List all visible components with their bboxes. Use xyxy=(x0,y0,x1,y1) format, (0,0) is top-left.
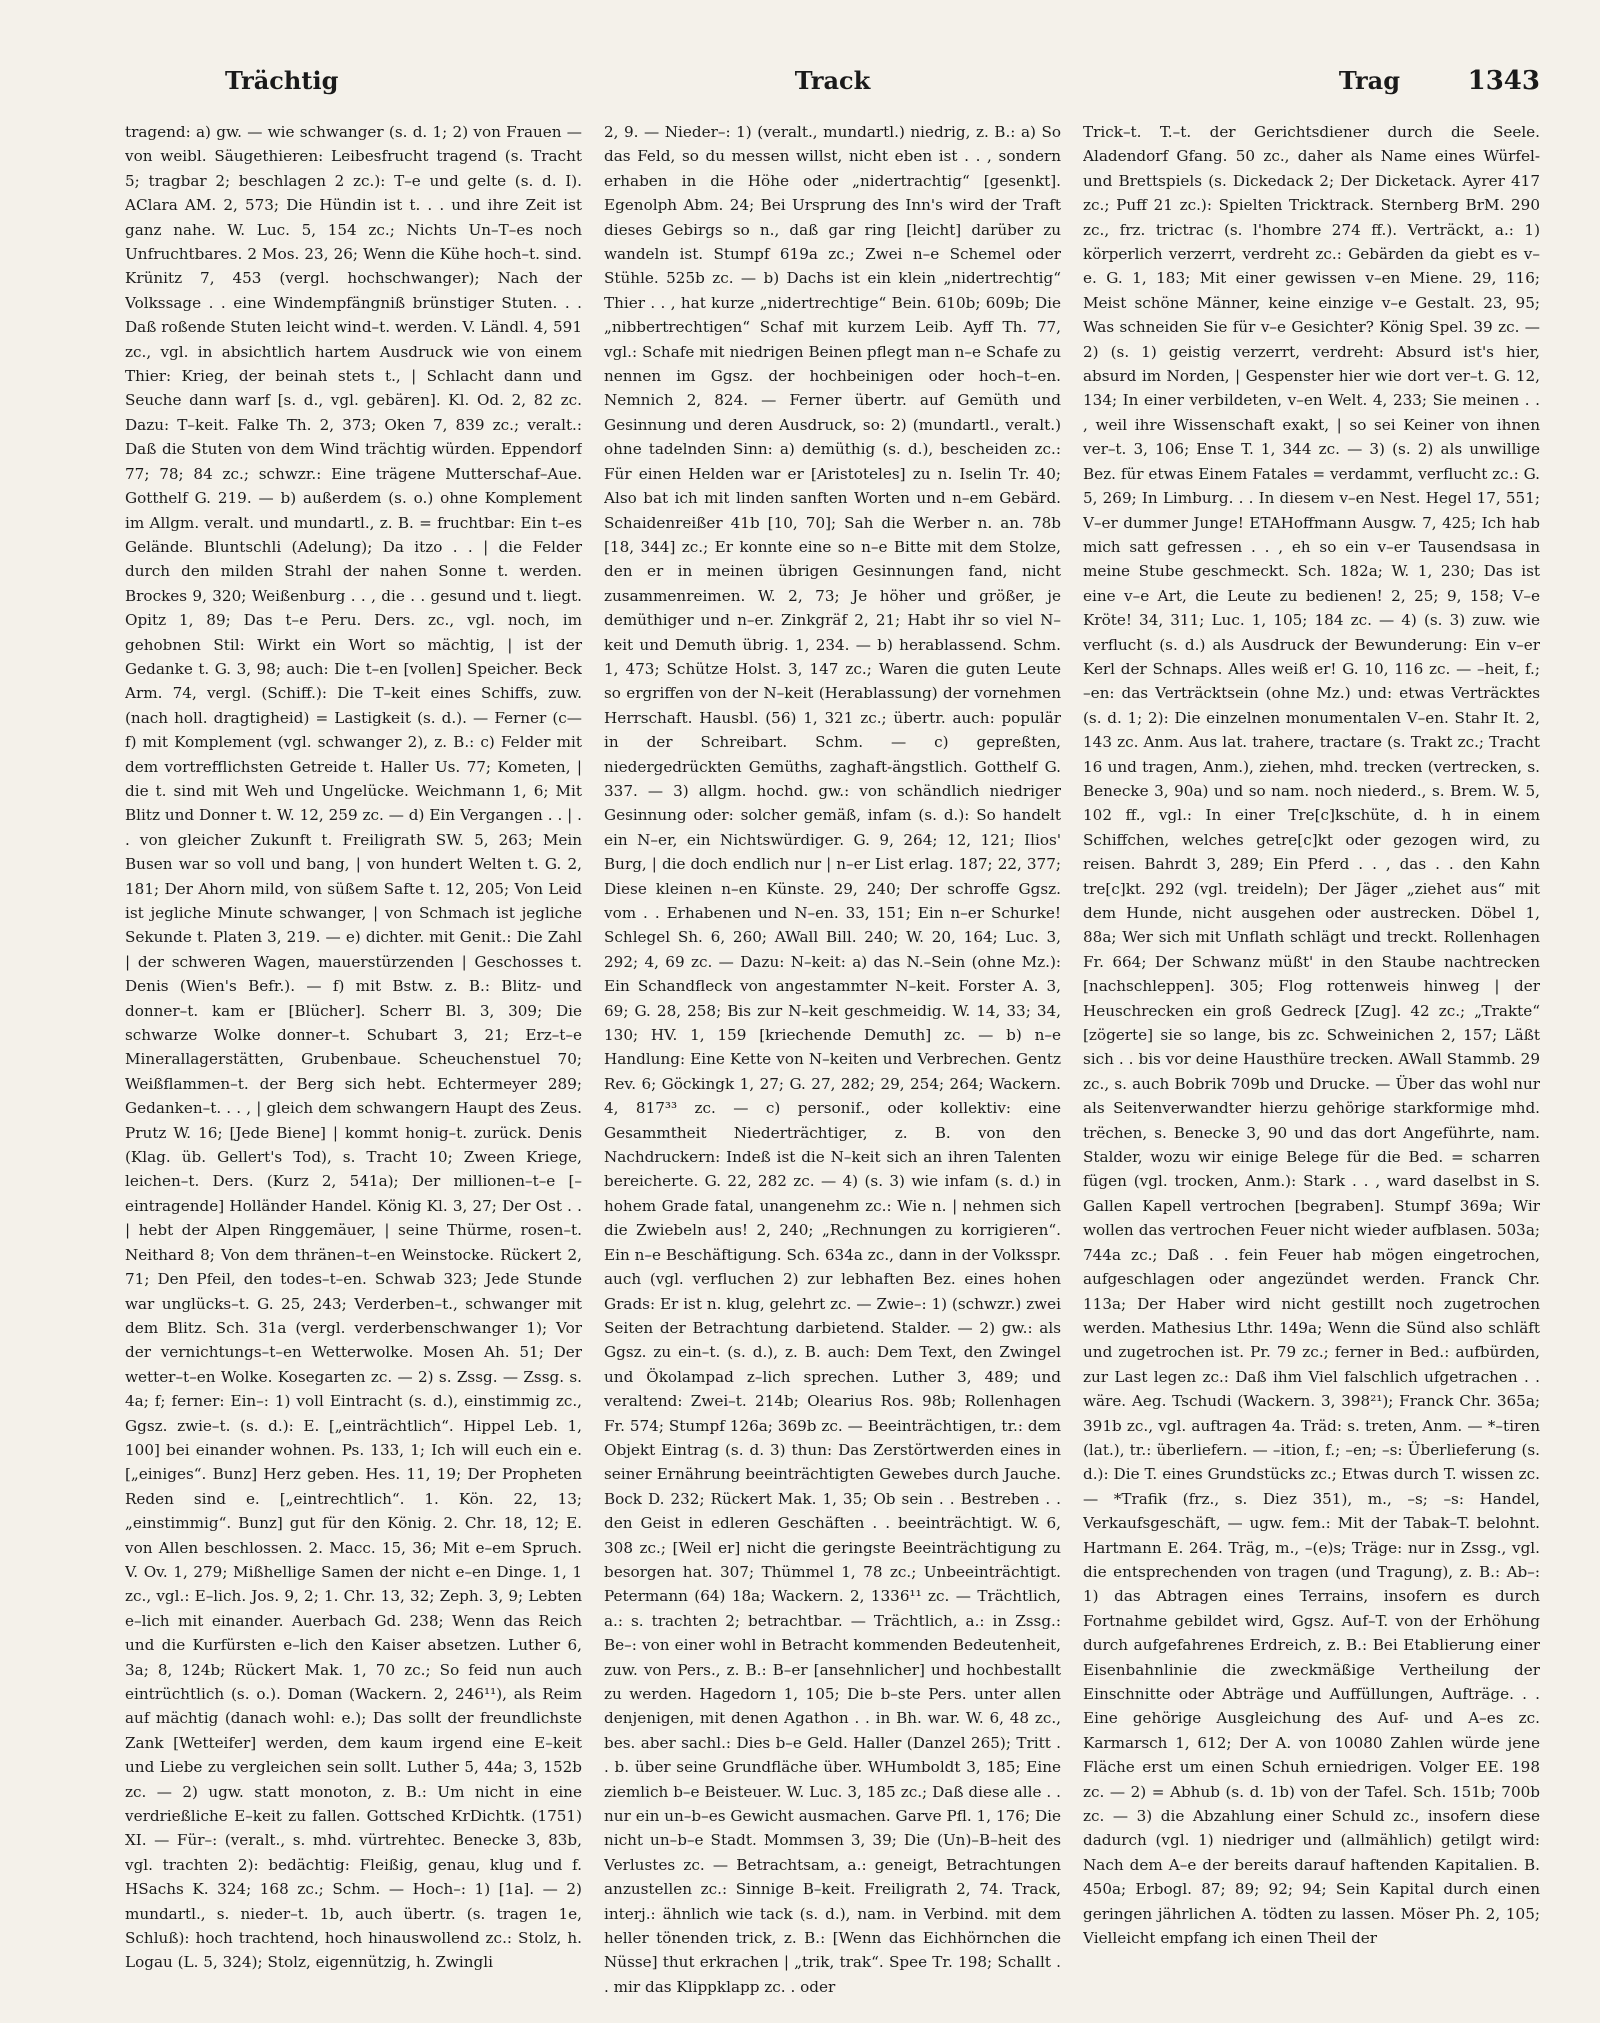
running-head-center: Track xyxy=(794,66,871,95)
column-right-text: Trick–t. T.–t. der Gerichtsdiener durch die Seele. Aladendorf Gfang. 50 zc., daher als Name eines Würfel- und Brettspiels (s. Dickedack 2; Der Dicketack. Ayrer 417 zc.; Puff 21 zc.): Spielten Tricktrack. Sternberg BrM. 290 zc., frz. trictrac (s. l'hombre 274 ff.). Verträckt, a.: 1) körperlich verzerrt, verdreht zc.: Gebärden da giebt es v–e. G. 1, 183; Mit einer gewissen v–en Miene. 29, 116; Meist schöne Männer, keine einzige v–e Gestalt. 23, 95; Was schneiden Sie für v–e Gesichter? König Spel. 39 zc. — 2) (s. 1) geistig verzerrt, verdreht: Absurd ist's hier, absurd im Norden, | Gespenster hier wie dort ver–t. G. 12, 134; In einer verbildeten, v–en Welt. 4, 233; Sie meinen . . , weil ihre Wissenschaft exakt, | so sei Keiner von ihnen ver–t. 3, 106; Ense T. 1, 344 zc. — 3) (s. 2) als unwillige Bez. für etwas Einem Fatales = verdammt, verflucht zc.: G. 5, 269; In Limburg. . . In diesem v–en Nest. Hegel 17, 551; V–er dummer Junge! ETAHoffmann Ausgw. 7, 425; Ich hab mich satt gefressen . . , eh so ein v–er Tausendsasa in meine Stube geschmeckt. Sch. 182a; W. 1, 230; Das ist eine v–e Art, die Leute zu bedienen! 2, 25; 9, 158; V–e Kröte! 34, 311; Luc. 1, 105; 184 zc. — 4) (s. 3) zuw. wie verflucht (s. d.) als Ausdruck der Bewunderung: Ein v–er Kerl der Schnaps. Alles weiß er! G. 10, 116 zc. — –heit, f.; –en: das Verträcktsein (ohne Mz.) und: etwas Verträcktes (s. d. 1; 2): Die einzelnen monumentalen V–en. Stahr It. 2, 143 zc. Anm. Aus lat. trahere, tractare (s. Trakt zc.; Tracht 16 und tragen, Anm.), ziehen, mhd. trecken (vertrecken, s. Benecke 3, 90a) und so nam. noch niederd., s. Brem. W. 5, 102 ff., vgl.: In einer Tre[c]kschüte, d. h in einem Schiffchen, welches getre[c]kt oder gezogen wird, zu reisen. Bahrdt 3, 289; Ein Pferd . . , das . . den Kahn tre[c]kt. 292 (vgl. treideln); Der Jäger „ziehet aus“ mit dem Hunde, nicht ausgehen oder austrecken. Döbel 1, 88a; Wer sich mit Unflath schlägt und treckt. Rollenhagen Fr. 664; Der Schwanz müßt' in den Staube nachtrecken [nachschleppen]. 305; Flog rottenweis hinweg | der Heuschrecken ein groß Gedreck [Zug]. 42 zc.; „Trakte“ [zögerte] sie so lange, bis zc. Schweinichen 2, 157; Läßt sich . . bis vor deine Hausthüre trecken. AWall Stammb. 29 zc., s. auch Bobrik 709b und Drucke. — Über das wohl nur als Seitenverwandter hierzu gehörige starkformige mhd. trëchen, s. Benecke 3, 90 und das dort Angeführte, nam. Stalder, wozu wir einige Belege für die Bed. = scharren fügen (vgl. trocken, Anm.): Stark . . , ward daselbst in S. Gallen Kapell vertrochen [begraben]. Stumpf 369a; Wir wollen das vertrochen Feuer nicht wieder aufblasen. 503a; 744a zc.; Daß . . fein Feuer hab mögen eingetrochen, aufgeschlagen oder angezündet werden. Franck Chr. 113a; Der Haber wird nicht gestillt noch zugetrochen werden. Mathesius Lthr. 149a; Wenn die Sünd also schläft und zugetrochen ist. Pr. 79 zc.; ferner in Bed.: aufbürden, zur Last legen zc.: Daß ihm Viel falschlich ufgetrachen . . wäre. Aeg. Tschudi (Wackern. 3, 398²¹); Franck Chr. 365a; 391b zc., vgl. auftragen 4a. Träd: s. treten, Anm. — *–tiren (lat.), tr.: überliefern. — –ition, f.; –en; –s: Überlieferung (s. d.): Die T. eines Grundstücks zc.; Etwas durch T. wissen zc. — *Trafik (frz., s. Diez 351), m., –s; –s: Handel, Verkaufsgeschäft, — ugw. fem.: Mit der Tabak–T. belohnt. Hartmann E. 264. Träg, m., –(e)s; Träge: nur in Zssg., vgl. die entsprechenden von tragen (und Tragung), z. B.: Ab–: 1) das Abtragen eines Terrains, insofern es durch Fortnahme gebildet wird, Ggsz. Auf–T. von der Erhöhung durch aufgefahrenes Erdreich, z. B.: Bei Etablierung einer Eisenbahnlinie die zweckmäßige Vertheilung der Einschnitte oder Abträge und Auffüllungen, Aufträge. . . Eine gehörige Ausgleichung des Auf- und A–es zc. Karmarsch 1, 612; Der A. von 10080 Zahlen würde jene Fläche erst um einen Schuh erniedrigen. Volger EE. 198 zc. — 2) = Abhub (s. d. 1b) von der Tafel. Sch. 151b; 700b zc. — 3) die Abzahlung einer Schuld zc., insofern diese dadurch (vgl. 1) niedriger und (allmählich) getilgt wird: Nach dem A–e der bereits darauf haftenden Kapitalien. B. 450a; Erbogl. 87; 89; 92; 94; Sein Kapital durch einen geringen jährlichen A. tödten zu lassen. Möser Ph. 2, 105; Vielleicht empfang ich einen Theil der xyxy=(1083,123,1540,1948)
running-head xyxy=(125,66,1540,106)
column-left-text: tragend: a) gw. — wie schwanger (s. d. 1; 2) von Frauen — von weibl. Säugethieren: Leibesfrucht tragend (s. Tracht 5; tragbar 2; beschlagen 2 zc.): T–e und gelte (s. d. I). AClara AM. 2, 573; Die Hündin ist t. . . und ihre Zeit ist ganz nahe. W. Luc. 5, 154 zc.; Nichts Un–T–es noch Unfruchtbares. 2 Mos. 23, 26; Wenn die Kühe hoch–t. sind. Krünitz 7, 453 (vergl. hochschwanger); Nach der Volkssage . . eine Windempfängniß brünstiger Stuten. . . Daß roßende Stuten leicht wind–t. werden. V. Ländl. 4, 591 zc., vgl. in absichtlich hartem Ausdruck wie von einem Thier: Krieg, der beinah stets t., | Schlacht dann und Seuche dann warf [s. d., vgl. gebären]. Kl. Od. 2, 82 zc. Dazu: T–keit. Falke Th. 2, 373; Oken 7, 839 zc.; veralt.: Daß die Stuten von dem Wind trächtig würden. Eppendorf 77; 78; 84 zc.; schwzr.: Eine trägene Mutterschaf–Aue. Gotthelf G. 219. — b) außerdem (s. o.) ohne Komplement im Allgm. veralt. und mundartl., z. B. = fruchtbar: Ein t–es Gelände. Bluntschli (Adelung); Da itzo . . | die Felder durch den milden Strahl der nahen Sonne t. werden. Brockes 9, 320; Weißenburg . . , die . . gesund und t. liegt. Opitz 1, 89; Das t–e Peru. Ders. zc., vgl. noch, im gehobnen Stil: Wirkt ein Wort so mächtig, | ist der Gedanke t. G. 3, 98; auch: Die t–en [vollen] Speicher. Beck Arm. 74, vergl. (Schiff.): Die T–keit eines Schiffs, zuw. (nach holl. dragtigheid) = Lastigkeit (s. d.). — Ferner (c—f) mit Komplement (vgl. schwanger 2), z. B.: c) Felder mit dem vortrefflichsten Getreide t. Haller Us. 77; Kometen, | die t. sind mit Weh und Ungelücke. Weichmann 1, 6; Mit Blitz und Donner t. W. 12, 259 zc. — d) Ein Vergangen . . | . . von gleicher Zukunft t. Freiligrath SW. 5, 263; Mein Busen war so voll und bang, | von hundert Welten t. G. 2, 181; Der Ahorn mild, von süßem Safte t. 12, 205; Von Leid ist jegliche Minute schwanger, | von Schmach ist jegliche Sekunde t. Platen 3, 219. — e) dichter. mit Genit.: Die Zahl | der schweren Wagen, mauerstürzenden | Geschosses t. Denis (Wien's Befr.). — f) mit Bstw. z. B.: Blitz- und donner–t. kam er [Blücher]. Scherr Bl. 3, 309; Die schwarze Wolke donner–t. Schubart 3, 21; Erz–t–e Minerallagerstätten, Grubenbaue. Scheuchenstuel 70; Weißflammen–t. der Berg sich hebt. Echtermeyer 289; Gedanken–t. . . , | gleich dem schwangern Haupt des Zeus. Prutz W. 16; [Jede Biene] | kommt honig–t. zurück. Denis (Klag. üb. Gellert's Tod), s. Tracht 10; Zween Kriege, leichen–t. Ders. (Kurz 2, 541a); Der millionen–t–e [–eintragende] Holländer Handel. König Kl. 3, 27; Der Ost . . | hebt der Alpen Ringgemäuer, | seine Thürme, rosen–t. Neithard 8; Von dem thränen–t–en Weinstocke. Rückert 2, 71; Den Pfeil, den todes–t–en. Schwab 323; Jede Stunde war unglücks–t. G. 25, 243; Verderben–t., schwanger mit dem Blitz. Sch. 31a (vergl. verderbenschwanger 1); Vor der vernichtungs–t–en Wetterwolke. Mosen Ah. 51; Der wetter–t–en Wolke. Kosegarten zc. — 2) s. Zssg. — Zssg. s. 4a; f; ferner: Ein–: 1) voll Eintracht (s. d.), einstimmig zc., Ggsz. zwie–t. (s. d.): E. [„einträchtlich“. Hippel Leb. 1, 100] bei einander wohnen. Ps. 133, 1; Ich will euch ein e. [„einiges“. Bunz] Herz geben. Hes. 11, 19; Der Propheten Reden sind e. [„eintrechtlich“. 1. Kön. 22, 13; „einstimmig“. Bunz] gut für den König. 2. Chr. 18, 12; E. von Allen beschlossen. 2. Macc. 15, 36; Mit e–em Spruch. V. Ov. 1, 279; Mißhellige Samen der nicht e–en Dinge. 1, 1 zc., vgl.: E–lich. Jos. 9, 2; 1. Chr. 13, 32; Zeph. 3, 9; Lebten e–lich mit einander. Auerbach Gd. 238; Wenn das Reich und die Kurfürsten e–lich den Kaiser absetzen. Luther 6, 3a; 8, 124b; Rückert Mak. 1, 70 zc.; So feid nun auch eintrüchtlich (s. o.). Doman (Wackern. 2, 246¹¹), als Reim auf mächtig (danach wohl: e.); Das sollt der freundlichste Zank [Wetteifer] werden, dem kaum irgend eine E–keit und Liebe zu vergleichen sein sollt. Luther 5, 44a; 3, 152b zc. — 2) ugw. statt monoton, z. B.: Um nicht in eine verdrießliche E–keit zu fallen. Gottsched KrDichtk. (1751) XI. — Für–: (veralt., s. mhd. vürtrehtec. Benecke 3, 83b, vgl. trachten 2): bedächtig: Fleißig, genau, klug und f. HSachs K. 324; 168 zc.; Schm. — Hoch–: 1) [1a]. — 2) mundartl., s. nieder–t. 1b, auch übertr. (s. tragen 1e, Schluß): hoch trachtend, hoch hinauswollend zc.: Stolz, h. Logau (L. 5, 324); Stolz, eigennützig, h. Zwingli xyxy=(125,123,582,1972)
column-left xyxy=(125,120,582,1998)
column-middle xyxy=(604,120,1061,1998)
running-head-right: Trag xyxy=(1338,66,1400,95)
column-right xyxy=(1083,120,1540,1998)
page-number: 1343 xyxy=(1467,66,1540,96)
running-head-left: Trächtig xyxy=(225,66,339,95)
column-middle-text: 2, 9. — Nieder–: 1) (veralt., mundartl.) niedrig, z. B.: a) So das Feld, so du messen willst, nicht eben ist . . , sondern erhaben in die Höhe oder „nidertrachtig“ [gesenkt]. Egenolph Abm. 24; Bei Ursprung des Inn's wird der Traft dieses Gebirgs so n., daß gar ring [leicht] darüber zu wandeln ist. Stumpf 619a zc.; Zwei n–e Schemel oder Stühle. 525b zc. — b) Dachs ist ein klein „nidertrechtig“ Thier . . , hat kurze „nidertrechtige“ Bein. 610b; 609b; Die „nibbertrechtigen“ Schaf mit kurzem Leib. Ayff Th. 77, vgl.: Schafe mit niedrigen Beinen pflegt man n–e Schafe zu nennen im Ggsz. der hochbeinigen oder hoch–t–en. Nemnich 2, 824. — Ferner übertr. auf Gemüth und Gesinnung und deren Ausdruck, so: 2) (mundartl., veralt.) ohne tadelnden Sinn: a) demüthig (s. d.), bescheiden zc.: Für einen Helden war er [Aristoteles] zu n. Iselin Tr. 40; Also bat ich mit linden sanften Worten und n–em Gebärd. Schaidenreißer 41b [10, 70]; Sah die Werber n. an. 78b [18, 344] zc.; Er konnte eine so n–e Bitte mit dem Stolze, den er in meinen übrigen Gesinnungen fand, nicht zusammenreimen. W. 2, 73; Je höher und größer, je demüthiger und n–er. Zinkgräf 2, 21; Habt ihr so viel N–keit und Demuth übrig. 1, 234. — b) herablassend. Schm. 1, 473; Schütze Holst. 3, 147 zc.; Waren die guten Leute so ergriffen von der N–keit (Herablassung) der vornehmen Herrschaft. Hausbl. (56) 1, 321 zc.; übertr. auch: populär in der Schreibart. Schm. — c) gepreßten, niedergedrückten Gemüths, zaghaft-ängstlich. Gotthelf G. 337. — 3) allgm. hochd. gw.: von schändlich niedriger Gesinnung oder: solcher gemäß, infam (s. d.): So handelt ein N–er, ein Nichtswürdiger. G. 9, 264; 12, 121; Ilios' Burg, | die doch endlich nur | n–er List erlag. 187; 22, 377; Diese kleinen n–en Künste. 29, 240; Der schroffe Ggsz. vom . . Erhabenen und N–en. 33, 151; Ein n–er Schurke! Schlegel Sh. 6, 260; AWall Bill. 240; W. 20, 164; Luc. 3, 292; 4, 69 zc. — Dazu: N–keit: a) das N.–Sein (ohne Mz.): Ein Schandfleck von angestammter N–keit. Forster A. 3, 69; G. 28, 258; Bis zur N–keit geschmeidig. W. 14, 33; 34, 130; HV. 1, 159 [kriechende Demuth] zc. — b) n–e Handlung: Eine Kette von N–keiten und Verbrechen. Gentz Rev. 6; Göckingk 1, 27; G. 27, 282; 29, 254; 264; Wackern. 4, 817³³ zc. — c) personif., oder kollektiv: eine Gesammtheit Niederträchtiger, z. B. von den Nachdruckern: Indeß ist die N–keit sich an ihren Talenten bereicherte. G. 22, 282 zc. — 4) (s. 3) wie infam (s. d.) in hohem Grade fatal, unangenehm zc.: Wie n. | nehmen sich die Zwiebeln aus! 2, 240; „Rechnungen zu korrigieren“. Ein n–e Beschäftigung. Sch. 634a zc., dann in der Volksspr. auch (vgl. verfluchen 2) zur lebhaften Bez. eines hohen Grads: Er ist n. klug, gelehrt zc. — Zwie–: 1) (schwzr.) zwei Seiten der Betrachtung darbietend. Stalder. — 2) gw.: als Ggsz. zu ein–t. (s. d.), z. B. auch: Dem Text, den Zwingel und Ökolampad z–lich sprechen. Luther 3, 489; und veraltend: Zwei–t. 214b; Olearius Ros. 98b; Rollenhagen Fr. 574; Stumpf 126a; 369b zc. — Beeinträchtigen, tr.: dem Objekt Eintrag (s. d. 3) thun: Das Zerstörtwerden eines in seiner Ernährung beeinträchtigten Gewebes durch Jauche. Bock D. 232; Rückert Mak. 1, 35; Ob sein . . Bestreben . . den Geist in edleren Geschäften . . beeinträchtigt. W. 6, 308 zc.; [Weil er] nicht die geringste Beeinträchtigung zu besorgen hat. 307; Thümmel 1, 78 zc.; Unbeeinträchtigt. Petermann (64) 18a; Wackern. 2, 1336¹¹ zc. — Trächtlich, a.: s. trachten 2; betrachtbar. — Trächtlich, a.: in Zssg.: Be–: von einer wohl in Betracht kommenden Bedeutenheit, zuw. von Pers., z. B.: B–er [ansehnlicher] und hochbestallt zu werden. Hagedorn 1, 105; Die b–ste Pers. unter allen denjenigen, mit denen Agathon . . in Bh. war. W. 6, 48 zc., bes. aber sachl.: Dies b–e Geld. Haller (Danzel 265); Tritt . . b. über seine Grundfläche über. WHumboldt 3, 185; Eine ziemlich b–e Beisteuer. W. Luc. 3, 185 zc.; Daß diese alle . . nur ein un–b–es Gewicht ausmachen. Garve Pfl. 1, 176; Die nicht un–b–e Stadt. Mommsen 3, 39; Die (Un)–B–heit des Verlustes zc. — Betrachtsam, a.: geneigt, Betrachtungen anzustellen zc.: Sinnige B–keit. Freiligrath 2, 74. Track, interj.: ähnlich wie tack (s. d.), nam. in Verbind. mit dem heller tönenden trick, z. B.: [Wenn das Eichhörnchen die Nüsse] thut erkrachen | „trik, trak“. Spee Tr. 198; Schallt . . mir das Klippklapp zc. . oder xyxy=(604,123,1061,1996)
text-columns xyxy=(125,120,1540,1998)
